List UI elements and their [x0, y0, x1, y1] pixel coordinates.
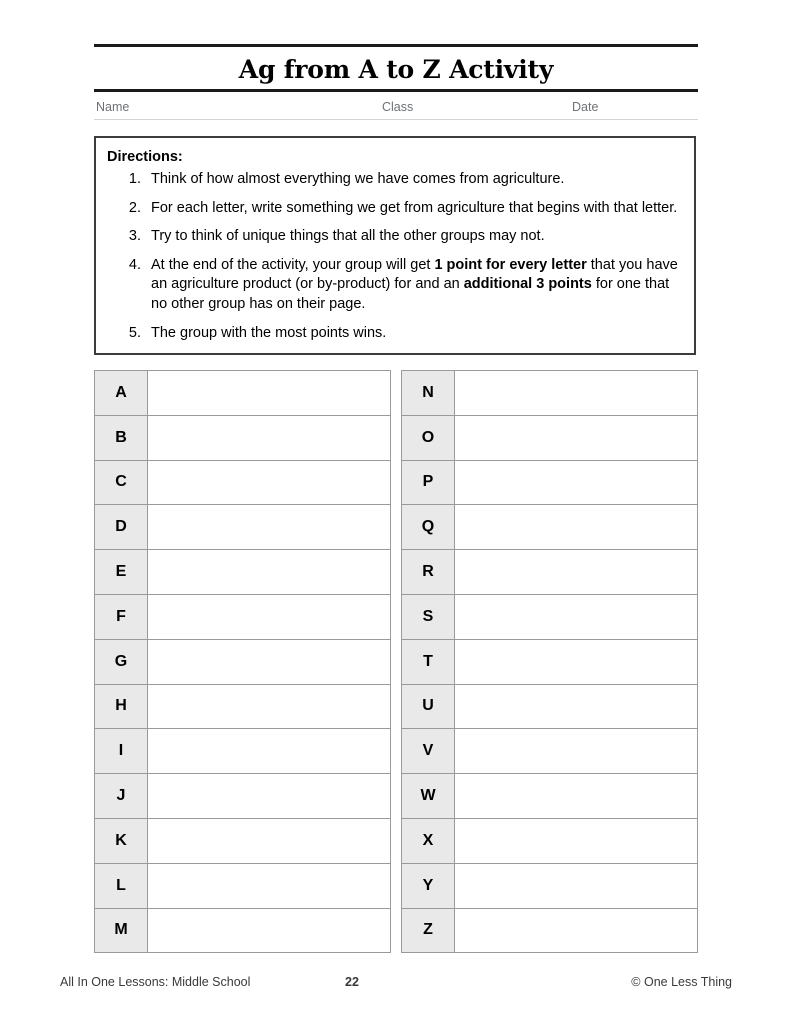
- answer-cell-f[interactable]: [148, 594, 391, 639]
- table-row: [95, 505, 391, 550]
- letter-cell-u: U: [402, 684, 455, 729]
- alphabet-table-left: [94, 370, 391, 953]
- table-row: [402, 415, 698, 460]
- table-row: [402, 863, 698, 908]
- alphabet-table-right-body: [402, 371, 698, 953]
- table-row: [95, 908, 391, 953]
- answer-cell-m[interactable]: [148, 908, 391, 953]
- letter-cell-l: L: [95, 863, 148, 908]
- table-row: [402, 639, 698, 684]
- answer-cell-y[interactable]: [455, 863, 698, 908]
- directions-emphasis: additional 3 points: [463, 276, 592, 293]
- directions-item: [145, 324, 682, 344]
- letter-cell-z: Z: [402, 908, 455, 953]
- answer-cell-e[interactable]: [148, 550, 391, 595]
- directions-text: For each letter, write something we get from agriculture that begins with that letter.: [151, 199, 678, 216]
- answer-cell-z[interactable]: [455, 908, 698, 953]
- name-field-label: Name: [96, 100, 130, 114]
- answer-cell-n[interactable]: [455, 371, 698, 416]
- table-row: [95, 371, 391, 416]
- table-row: [95, 863, 391, 908]
- answer-cell-k[interactable]: [148, 818, 391, 863]
- table-row: [95, 684, 391, 729]
- answer-cell-v[interactable]: [455, 729, 698, 774]
- letter-cell-r: R: [402, 550, 455, 595]
- table-row: [402, 505, 698, 550]
- directions-text: At the end of the activity, your group will get: [151, 256, 435, 273]
- letter-cell-h: H: [95, 684, 148, 729]
- student-fields-row: [94, 92, 698, 119]
- table-row: [402, 729, 698, 774]
- directions-box: [94, 136, 696, 355]
- alphabet-table-right: [401, 370, 698, 953]
- letter-cell-s: S: [402, 594, 455, 639]
- table-row: [95, 729, 391, 774]
- answer-cell-g[interactable]: [148, 639, 391, 684]
- table-row: [95, 818, 391, 863]
- letter-cell-d: D: [95, 505, 148, 550]
- table-row: [95, 550, 391, 595]
- letter-cell-q: Q: [402, 505, 455, 550]
- letter-cell-k: K: [95, 818, 148, 863]
- table-row: [402, 818, 698, 863]
- answer-cell-t[interactable]: [455, 639, 698, 684]
- directions-text: Try to think of unique things that all the other groups may not.: [151, 228, 545, 245]
- directions-text: Think of how almost everything we have comes from agriculture.: [151, 171, 565, 187]
- table-row: [95, 774, 391, 819]
- table-row: [402, 594, 698, 639]
- letter-cell-v: V: [402, 729, 455, 774]
- date-field-label: Date: [572, 100, 599, 114]
- directions-heading: Directions:: [107, 149, 183, 165]
- answer-cell-q[interactable]: [455, 505, 698, 550]
- letter-cell-o: O: [402, 415, 455, 460]
- letter-cell-w: W: [402, 774, 455, 819]
- directions-item: [145, 199, 682, 219]
- letter-cell-f: F: [95, 594, 148, 639]
- answer-cell-p[interactable]: [455, 460, 698, 505]
- table-row: [95, 594, 391, 639]
- footer-copyright: © One Less Thing: [631, 975, 732, 989]
- answer-cell-u[interactable]: [455, 684, 698, 729]
- page-title: Ag from A to Z Activity: [238, 55, 554, 84]
- table-row: [402, 550, 698, 595]
- answer-cell-j[interactable]: [148, 774, 391, 819]
- letter-cell-j: J: [95, 774, 148, 819]
- letter-cell-p: P: [402, 460, 455, 505]
- letter-cell-y: Y: [402, 863, 455, 908]
- answer-cell-s[interactable]: [455, 594, 698, 639]
- directions-text: for one that no other group has on their page.: [151, 276, 670, 312]
- answer-cell-l[interactable]: [148, 863, 391, 908]
- answer-cell-r[interactable]: [455, 550, 698, 595]
- table-row: [402, 371, 698, 416]
- answer-cell-c[interactable]: [148, 460, 391, 505]
- answer-cell-o[interactable]: [455, 415, 698, 460]
- table-row: [402, 460, 698, 505]
- table-row: [95, 639, 391, 684]
- directions-item: [145, 256, 682, 315]
- page-header: [94, 44, 698, 120]
- answer-cell-w[interactable]: [455, 774, 698, 819]
- letter-cell-x: X: [402, 818, 455, 863]
- directions-text: that you have an agriculture product (or by-product) for and an: [151, 256, 678, 293]
- letter-cell-n: N: [402, 371, 455, 416]
- answer-cell-b[interactable]: [148, 415, 391, 460]
- alphabet-table-left-body: [95, 371, 391, 953]
- student-fields-rule: [94, 119, 698, 120]
- footer-page-number: 22: [345, 975, 359, 989]
- letter-cell-t: T: [402, 639, 455, 684]
- page-footer: [60, 975, 732, 995]
- letter-cell-e: E: [95, 550, 148, 595]
- directions-emphasis: 1 point for every letter: [434, 256, 587, 273]
- answer-cell-i[interactable]: [148, 729, 391, 774]
- table-row: [402, 774, 698, 819]
- letter-cell-c: C: [95, 460, 148, 505]
- table-row: [402, 684, 698, 729]
- table-row: [95, 415, 391, 460]
- letter-cell-m: M: [95, 908, 148, 953]
- answer-cell-a[interactable]: [148, 371, 391, 416]
- answer-cell-x[interactable]: [455, 818, 698, 863]
- table-row: [402, 908, 698, 953]
- footer-source-text: All In One Lessons: Middle School: [60, 975, 251, 989]
- answer-cell-h[interactable]: [148, 684, 391, 729]
- letter-cell-i: I: [95, 729, 148, 774]
- directions-item: [145, 170, 682, 190]
- directions-list: [107, 170, 682, 343]
- directions-item: [145, 227, 682, 247]
- table-row: [95, 460, 391, 505]
- letter-cell-g: G: [95, 639, 148, 684]
- answer-cell-d[interactable]: [148, 505, 391, 550]
- letter-cell-a: A: [95, 371, 148, 416]
- class-field-label: Class: [382, 100, 414, 114]
- letter-cell-b: B: [95, 415, 148, 460]
- directions-text: The group with the most points wins.: [151, 324, 387, 341]
